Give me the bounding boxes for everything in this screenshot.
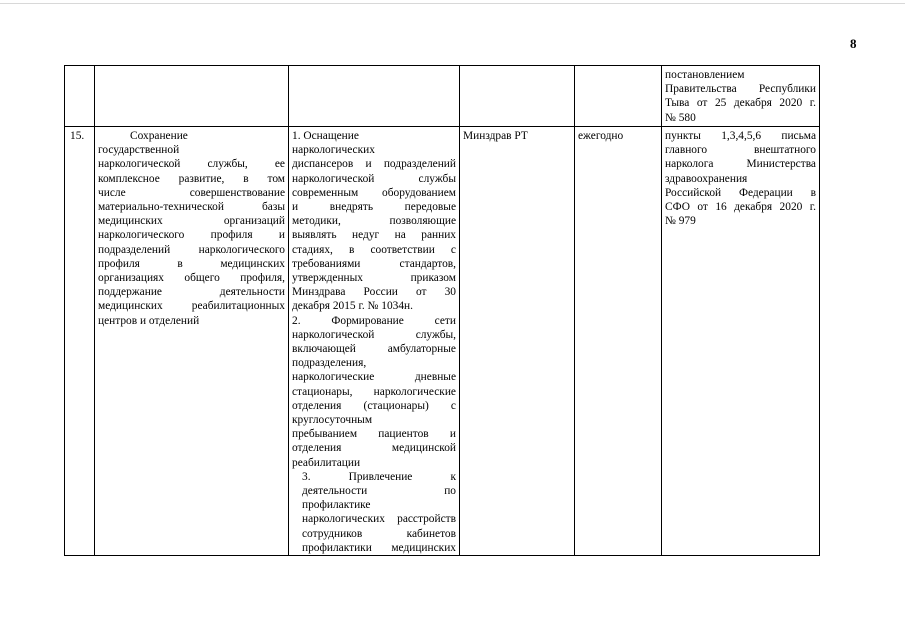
activity-line: наркологической службы, — [292, 328, 456, 341]
cell-basis-continued — [662, 66, 820, 127]
scan-edge-top — [0, 3, 905, 4]
cell-task — [95, 127, 289, 556]
activity-line: выявлять недуг на ранних — [292, 229, 456, 242]
activity-line: требованиями стандартов, — [292, 257, 456, 270]
basis-line: Тыва от 25 декабря 2020 г. — [665, 97, 816, 110]
cell-row-number — [65, 127, 95, 556]
basis-line: № 979 — [665, 215, 696, 228]
responsible-text: Минздрав РТ — [463, 130, 528, 142]
task-line: медицинских организаций — [98, 215, 285, 228]
cell-period-empty — [575, 66, 662, 127]
activity-line: профилактике — [302, 499, 371, 512]
task-line: комплексное развитие, в том — [98, 172, 285, 185]
cell-period — [575, 127, 662, 556]
basis-line: Правительства Республики — [665, 83, 816, 96]
period-text: ежегодно — [578, 130, 624, 142]
document-table — [64, 65, 820, 556]
cell-activities-empty — [289, 66, 460, 127]
activity-line: пребыванием пациентов и — [292, 428, 456, 441]
basis-line: главного внештатного — [665, 144, 816, 157]
activity-line: профилактики медицинских — [302, 541, 456, 554]
activity-line: утвержденных приказом — [292, 272, 456, 285]
basis-line: СФО от 16 декабря 2020 г. — [665, 201, 816, 214]
cell-activities — [289, 127, 460, 556]
activity-line: стационары, наркологические — [292, 385, 456, 398]
cell-responsible-empty — [460, 66, 575, 127]
task-line: центров и отделений — [98, 314, 200, 327]
cell-basis — [662, 127, 820, 556]
basis-line: здравоохранения — [665, 172, 748, 185]
activity-line: сотрудников кабинетов — [302, 527, 456, 540]
task-line: профиля в медицинских — [98, 257, 285, 270]
basis-line: пункты 1,3,4,5,6 письма — [665, 130, 816, 142]
activity-line: отделения (стационары) с — [292, 399, 456, 412]
activity-line: круглосуточным — [292, 414, 373, 427]
task-line: Сохранение — [130, 130, 188, 142]
activity-line: стадиях, в соответствии с — [292, 243, 456, 256]
task-line: подразделений наркологического — [98, 243, 285, 256]
activity-line: включающей амбулаторные — [292, 343, 456, 356]
activity-line: отделения медицинской — [292, 442, 456, 455]
table-row-continuation — [65, 66, 820, 127]
task-line: государственной — [98, 144, 180, 157]
activity-line: диспансеров и подразделений — [292, 158, 456, 171]
activity-line: и внедрять передовые — [292, 201, 456, 214]
activity-line: наркологические дневные — [292, 371, 456, 384]
activity-line: подразделения, — [292, 357, 367, 370]
task-line: числе совершенствование — [98, 186, 285, 199]
activity-line: современным оборудованием — [292, 186, 456, 199]
basis-line: Российской Федерации в — [665, 186, 816, 199]
activity-line: реабилитации — [292, 456, 361, 469]
task-line: наркологической службы, ее — [98, 158, 285, 171]
activity-line: наркологических — [292, 144, 375, 157]
basis-line: нарколога Министерства — [665, 158, 816, 171]
activity-line: 3. Привлечение к — [302, 470, 456, 483]
row-number: 15. — [70, 130, 85, 142]
activity-line: декабря 2015 г. № 1034н. — [292, 300, 413, 313]
cell-number-empty — [65, 66, 95, 127]
task-line: поддержание деятельности — [98, 286, 285, 299]
task-line: организациях общего профиля, — [98, 272, 285, 285]
table-row-15 — [65, 127, 820, 556]
task-line: материально-технической базы — [98, 201, 285, 214]
basis-line: постановлением — [665, 69, 745, 81]
activity-line: наркологических расстройств — [302, 513, 456, 526]
cell-responsible — [460, 127, 575, 556]
task-line: наркологического профиля и — [98, 229, 285, 242]
activity-line: деятельности по — [302, 485, 456, 498]
activity-line: методики, позволяющие — [292, 215, 456, 228]
page-number: 8 — [850, 36, 857, 51]
activity-line: 1. Оснащение — [292, 130, 359, 142]
cell-task-empty — [95, 66, 289, 127]
activity-line: Минздрава России от 30 — [292, 286, 456, 299]
activity-line: 2. Формирование сети — [292, 314, 456, 327]
basis-line: № 580 — [665, 111, 696, 124]
activity-line: наркологической службы — [292, 172, 456, 185]
task-line: медицинских реабилитационных — [98, 300, 285, 313]
